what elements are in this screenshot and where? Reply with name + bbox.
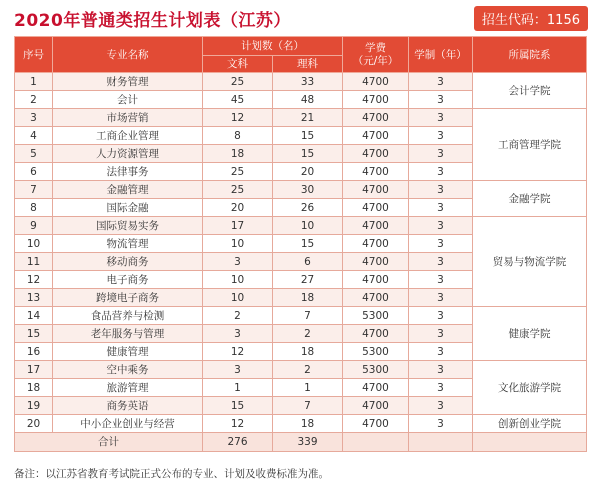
cell-years: 3 bbox=[409, 325, 473, 343]
cell-arts: 10 bbox=[203, 289, 273, 307]
cell-seq: 17 bbox=[15, 361, 53, 379]
cell-years: 3 bbox=[409, 343, 473, 361]
cell-science: 7 bbox=[273, 307, 343, 325]
cell-arts: 1 bbox=[203, 379, 273, 397]
cell-arts: 12 bbox=[203, 109, 273, 127]
enrollment-code-label: 招生代码： bbox=[481, 13, 547, 28]
cell-arts: 45 bbox=[203, 91, 273, 109]
cell-college: 工商管理学院 bbox=[473, 109, 587, 181]
cell-seq: 18 bbox=[15, 379, 53, 397]
cell-fee: 4700 bbox=[343, 217, 409, 235]
table-row bbox=[15, 217, 587, 235]
header-arts: 文科 bbox=[203, 56, 273, 73]
cell-science: 1 bbox=[273, 379, 343, 397]
cell-major: 市场营销 bbox=[53, 109, 203, 127]
cell-major: 旅游管理 bbox=[53, 379, 203, 397]
table-body bbox=[15, 73, 587, 433]
header-college: 所属院系 bbox=[473, 37, 587, 73]
cell-major: 国际金融 bbox=[53, 199, 203, 217]
cell-seq: 19 bbox=[15, 397, 53, 415]
cell-college: 贸易与物流学院 bbox=[473, 217, 587, 307]
cell-seq: 15 bbox=[15, 325, 53, 343]
footnote: 备注：以江苏省教育考试院正式公布的专业、计划及收费标准为准。 bbox=[14, 468, 329, 480]
cell-seq: 11 bbox=[15, 253, 53, 271]
cell-science: 26 bbox=[273, 199, 343, 217]
cell-major: 法律事务 bbox=[53, 163, 203, 181]
enrollment-code-value: 1156 bbox=[546, 13, 580, 28]
table-row bbox=[15, 415, 587, 433]
cell-fee: 4700 bbox=[343, 73, 409, 91]
cell-years: 3 bbox=[409, 379, 473, 397]
cell-major: 跨境电子商务 bbox=[53, 289, 203, 307]
cell-years: 3 bbox=[409, 397, 473, 415]
table-row bbox=[15, 109, 587, 127]
cell-arts: 25 bbox=[203, 163, 273, 181]
cell-fee: 5300 bbox=[343, 361, 409, 379]
cell-major: 空中乘务 bbox=[53, 361, 203, 379]
cell-years: 3 bbox=[409, 145, 473, 163]
cell-science: 20 bbox=[273, 163, 343, 181]
header-science: 理科 bbox=[273, 56, 343, 73]
cell-science: 21 bbox=[273, 109, 343, 127]
header-fee bbox=[343, 37, 409, 73]
total-science: 339 bbox=[273, 433, 343, 452]
table-header bbox=[15, 37, 587, 73]
total-years-empty bbox=[409, 433, 473, 452]
cell-fee: 4700 bbox=[343, 235, 409, 253]
cell-science: 15 bbox=[273, 127, 343, 145]
cell-seq: 16 bbox=[15, 343, 53, 361]
cell-arts: 10 bbox=[203, 235, 273, 253]
cell-seq: 3 bbox=[15, 109, 53, 127]
header-fee-line2: （元/年） bbox=[352, 54, 399, 67]
cell-arts: 12 bbox=[203, 343, 273, 361]
cell-fee: 4700 bbox=[343, 181, 409, 199]
cell-science: 7 bbox=[273, 397, 343, 415]
cell-years: 3 bbox=[409, 253, 473, 271]
total-fee-empty bbox=[343, 433, 409, 452]
cell-years: 3 bbox=[409, 217, 473, 235]
cell-science: 18 bbox=[273, 343, 343, 361]
cell-science: 2 bbox=[273, 325, 343, 343]
cell-arts: 25 bbox=[203, 73, 273, 91]
cell-fee: 4700 bbox=[343, 145, 409, 163]
cell-major: 电子商务 bbox=[53, 271, 203, 289]
cell-arts: 10 bbox=[203, 271, 273, 289]
header-major: 专业名称 bbox=[53, 37, 203, 73]
cell-fee: 4700 bbox=[343, 271, 409, 289]
cell-major: 财务管理 bbox=[53, 73, 203, 91]
cell-major: 商务英语 bbox=[53, 397, 203, 415]
cell-seq: 13 bbox=[15, 289, 53, 307]
cell-science: 6 bbox=[273, 253, 343, 271]
cell-fee: 4700 bbox=[343, 379, 409, 397]
table-row bbox=[15, 73, 587, 91]
header-fee-line1: 学费 bbox=[365, 41, 386, 54]
header-seq: 序号 bbox=[15, 37, 53, 73]
cell-major: 人力资源管理 bbox=[53, 145, 203, 163]
cell-years: 3 bbox=[409, 109, 473, 127]
cell-years: 3 bbox=[409, 73, 473, 91]
cell-fee: 4700 bbox=[343, 253, 409, 271]
cell-years: 3 bbox=[409, 361, 473, 379]
table-row bbox=[15, 361, 587, 379]
cell-fee: 4700 bbox=[343, 397, 409, 415]
cell-arts: 15 bbox=[203, 397, 273, 415]
cell-seq: 1 bbox=[15, 73, 53, 91]
total-row bbox=[15, 433, 587, 452]
cell-major: 物流管理 bbox=[53, 235, 203, 253]
cell-science: 18 bbox=[273, 289, 343, 307]
cell-college: 创新创业学院 bbox=[473, 415, 587, 433]
cell-seq: 12 bbox=[15, 271, 53, 289]
cell-science: 48 bbox=[273, 91, 343, 109]
page-title: 2020年普通类招生计划表（江苏） bbox=[14, 11, 291, 31]
header-plan: 计划数（名） bbox=[203, 37, 343, 56]
cell-fee: 4700 bbox=[343, 199, 409, 217]
cell-science: 2 bbox=[273, 361, 343, 379]
cell-science: 18 bbox=[273, 415, 343, 433]
cell-major: 中小企业创业与经营 bbox=[53, 415, 203, 433]
cell-years: 3 bbox=[409, 289, 473, 307]
cell-arts: 8 bbox=[203, 127, 273, 145]
cell-major: 移动商务 bbox=[53, 253, 203, 271]
cell-arts: 20 bbox=[203, 199, 273, 217]
cell-years: 3 bbox=[409, 91, 473, 109]
cell-years: 3 bbox=[409, 271, 473, 289]
cell-years: 3 bbox=[409, 163, 473, 181]
cell-fee: 4700 bbox=[343, 163, 409, 181]
cell-science: 33 bbox=[273, 73, 343, 91]
cell-fee: 4700 bbox=[343, 91, 409, 109]
cell-science: 15 bbox=[273, 235, 343, 253]
cell-science: 10 bbox=[273, 217, 343, 235]
cell-college: 会计学院 bbox=[473, 73, 587, 109]
cell-fee: 4700 bbox=[343, 325, 409, 343]
cell-arts: 3 bbox=[203, 325, 273, 343]
total-arts: 276 bbox=[203, 433, 273, 452]
cell-seq: 5 bbox=[15, 145, 53, 163]
cell-science: 27 bbox=[273, 271, 343, 289]
cell-years: 3 bbox=[409, 235, 473, 253]
cell-major: 会计 bbox=[53, 91, 203, 109]
enrollment-plan-table bbox=[14, 36, 587, 452]
cell-years: 3 bbox=[409, 307, 473, 325]
cell-seq: 8 bbox=[15, 199, 53, 217]
cell-years: 3 bbox=[409, 415, 473, 433]
enrollment-code-badge bbox=[474, 6, 588, 31]
cell-fee: 4700 bbox=[343, 415, 409, 433]
cell-seq: 9 bbox=[15, 217, 53, 235]
table-row bbox=[15, 181, 587, 199]
header-duration: 学制（年） bbox=[409, 37, 473, 73]
cell-years: 3 bbox=[409, 199, 473, 217]
cell-arts: 2 bbox=[203, 307, 273, 325]
cell-major: 食品营养与检测 bbox=[53, 307, 203, 325]
cell-arts: 18 bbox=[203, 145, 273, 163]
cell-arts: 3 bbox=[203, 361, 273, 379]
cell-fee: 4700 bbox=[343, 127, 409, 145]
cell-fee: 5300 bbox=[343, 307, 409, 325]
cell-college: 健康学院 bbox=[473, 307, 587, 361]
cell-science: 30 bbox=[273, 181, 343, 199]
cell-fee: 4700 bbox=[343, 289, 409, 307]
cell-seq: 14 bbox=[15, 307, 53, 325]
cell-seq: 20 bbox=[15, 415, 53, 433]
cell-fee: 5300 bbox=[343, 343, 409, 361]
cell-arts: 25 bbox=[203, 181, 273, 199]
cell-college: 金融学院 bbox=[473, 181, 587, 217]
cell-major: 老年服务与管理 bbox=[53, 325, 203, 343]
cell-seq: 2 bbox=[15, 91, 53, 109]
cell-major: 健康管理 bbox=[53, 343, 203, 361]
cell-arts: 12 bbox=[203, 415, 273, 433]
cell-major: 金融管理 bbox=[53, 181, 203, 199]
total-college-empty bbox=[473, 433, 587, 452]
cell-arts: 17 bbox=[203, 217, 273, 235]
cell-years: 3 bbox=[409, 181, 473, 199]
cell-major: 国际贸易实务 bbox=[53, 217, 203, 235]
cell-arts: 3 bbox=[203, 253, 273, 271]
cell-years: 3 bbox=[409, 127, 473, 145]
cell-major: 工商企业管理 bbox=[53, 127, 203, 145]
cell-seq: 10 bbox=[15, 235, 53, 253]
cell-seq: 4 bbox=[15, 127, 53, 145]
cell-seq: 6 bbox=[15, 163, 53, 181]
cell-fee: 4700 bbox=[343, 109, 409, 127]
total-label: 合计 bbox=[15, 433, 203, 452]
table-row bbox=[15, 307, 587, 325]
page-header bbox=[0, 0, 600, 34]
cell-seq: 7 bbox=[15, 181, 53, 199]
cell-science: 15 bbox=[273, 145, 343, 163]
cell-college: 文化旅游学院 bbox=[473, 361, 587, 415]
